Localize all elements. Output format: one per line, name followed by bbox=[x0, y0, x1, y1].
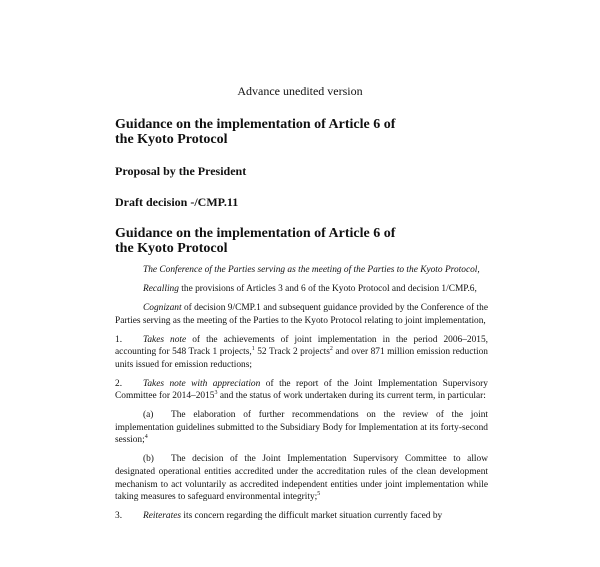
paragraph-3: 3. Reiterates its concern regarding the difficult market situation currently faced by bbox=[115, 511, 443, 522]
document-title-line-1: Guidance on the implementation of Article 6 of bbox=[115, 117, 396, 132]
decision-title-line-2: the Kyoto Protocol bbox=[115, 241, 228, 256]
footnote-ref: 2 bbox=[329, 346, 333, 353]
document-title-line-2: the Kyoto Protocol bbox=[115, 132, 228, 147]
preamble-recalling: Recalling the provisions of Articles 3 and 6 of the Kyoto Protocol and decision 1/CMP.6, bbox=[143, 283, 477, 294]
draft-decision-heading: Draft decision -/CMP.11 bbox=[115, 195, 239, 209]
preamble-cognizant: Cognizant of decision 9/CMP.1 and subsequent guidance provided by the Conference of the Parties serving as the meeting of the Parties to the Kyoto Protocol relating to joint implementation, bbox=[115, 302, 488, 326]
decision-title-line-1: Guidance on the implementation of Article 6 of bbox=[115, 226, 396, 241]
footnote-ref: 1 bbox=[251, 346, 255, 353]
paragraph-2b: (b) The decision of the Joint Implementation Supervisory Committee to allow designated operational entities accredited under the accreditation rules of the clean development mechanism to act voluntarily as accredited independent entities under joint implementation while taking measures to safeguard environmental integrity;$^5$ bbox=[115, 454, 488, 503]
paragraph-1: 1. Takes note of the achievements of joint implementation in the period 2006–2015, accounting for 548 Track 1 projects,$^1$ 52 Track 2 projects$^2$ and over 871 million emission reduction units issued for emission reductions; bbox=[115, 334, 488, 370]
preamble-conference: The Conference of the Parties serving as the meeting of the Parties to the Kyoto Protocol, bbox=[143, 265, 480, 275]
version-label: Advance unedited version bbox=[237, 84, 363, 98]
document-title bbox=[115, 117, 445, 147]
decision-body bbox=[115, 264, 488, 529]
paragraph-2: 2. Takes note with appreciation of the report of the Joint Implementation Supervisory Committee for 2014–2015$^3$ and the status of work undertaken during its current term, in particular: bbox=[115, 378, 488, 402]
decision-title bbox=[115, 226, 445, 256]
paragraph-number: 2. bbox=[115, 378, 123, 389]
footnote-ref: 5 bbox=[317, 491, 321, 498]
proposal-heading: Proposal by the President bbox=[115, 164, 247, 178]
subparagraph-label: (b) bbox=[143, 454, 154, 465]
paragraph-number: 3. bbox=[115, 511, 123, 522]
paragraph-number: 1. bbox=[115, 334, 123, 345]
footnote-ref: 3 bbox=[214, 390, 218, 397]
subparagraph-label: (a) bbox=[143, 410, 154, 421]
paragraph-2a: (a) The elaboration of further recommendations on the review of the joint implementation guidelines submitted to the Subsidiary Body for Implementation at its forty-second session;$^4$ bbox=[115, 410, 488, 446]
footnote-ref: 4 bbox=[144, 434, 148, 441]
